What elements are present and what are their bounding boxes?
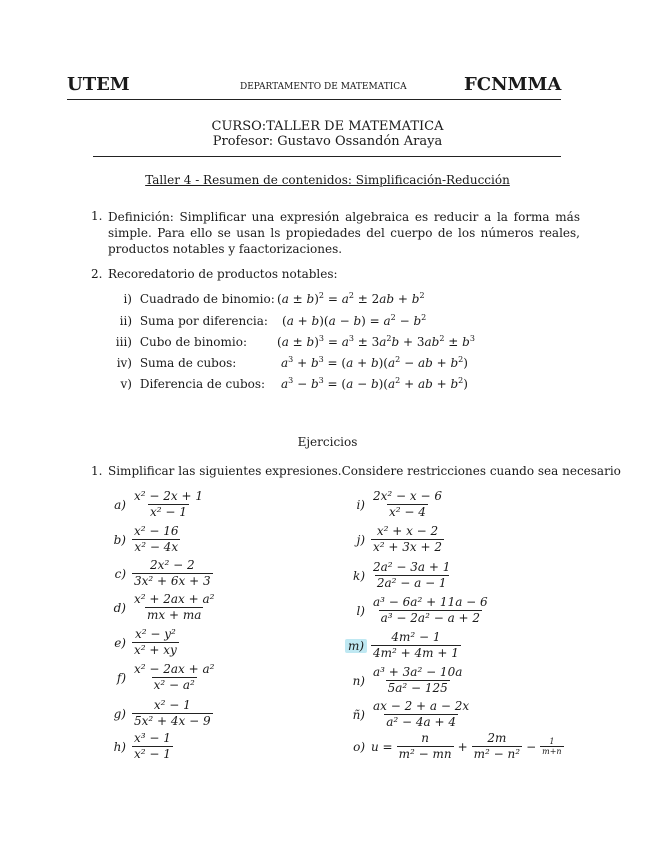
highlight-mark: m) (345, 639, 367, 653)
ejercicios-title: Ejercicios (297, 435, 358, 449)
ejercicio-1-text: Simplificar las siguientes expresiones.Considere restricciones cuando sea necesario (108, 464, 621, 478)
exercise-f: f) $\frac{\text{x² − 2ax + a²}}{\text{x² − a²}}$ (116, 662, 215, 692)
exercise-d: d) $\frac{\text{x² + 2ax + a²}}{mx + ma}$ (113, 592, 215, 622)
notable-v: v) Diferencia de cubos: (120, 377, 266, 391)
exercise-l: l) $\frac{\text{a³ − 6a² + 11a − 6}}{\text{a³ − 2a² − a + 2}}$ (356, 595, 488, 625)
item-2-text: Recoredatorio de productos notables: (108, 267, 338, 281)
exercise-n: n) $\frac{\text{a³ + 3a² − 10a}}{\text{5a² − 125}}$ (352, 665, 463, 695)
course-rule (93, 156, 561, 157)
exercise-c: c) $\frac{\text{2x² − 2}}{\text{3x² + 6x + 3}}$ (114, 558, 211, 588)
exercise-g: g) $\frac{\text{x² − 1}}{\text{5x² + 4x − 9}}$ (113, 698, 211, 728)
course-title: CURSO:TALLER DE MATEMATICA (211, 119, 444, 134)
header-center: DEPARTAMENTO DE MATEMATICA (240, 82, 407, 92)
course-professor: Profesor: Gustavo Ossandón Araya (212, 134, 443, 149)
header-left: UTEM (67, 74, 130, 95)
header-right: FCNMMA (464, 74, 562, 95)
exercise-o: o) u = $\frac{n}{\text{m² − mn}}$ + $\frac{2m}{\text{m² − n²}}$ − $\frac{1}{m+n}$ (353, 731, 562, 761)
notable-i: i) Cuadrado de binomio: (123, 292, 275, 306)
exercise-j: j) $\frac{\text{x² + x − 2}}{\text{x² + 3x + 2}}$ (356, 524, 442, 554)
item-1-number: 1. (91, 209, 103, 223)
item-1-text: Definición: Simplificar una expresión algebraica es reducir a la forma más simple. Para ello se usan ls propiedades del cuerpo de los números reales, productos notables y faactorizaciones. (108, 210, 580, 256)
exercise-b: b) $\frac{\text{x² − 16}}{\text{x² − 4x}}$ (113, 524, 179, 554)
notable-formula-ii: $(a + b)(a - b) = a^2 - b^2$ (282, 313, 427, 328)
taller-title: Taller 4 - Resumen de contenidos: Simplificación-Reducción (145, 173, 510, 187)
exercise-i: i) $\frac{\text{2x² − x − 6}}{\text{x² − 4}}$ (356, 489, 442, 519)
exercise-a: a) $\frac{\text{x² − 2x + 1}}{\text{x² − 1}}$ (114, 489, 203, 519)
notable-iii: iii) Cubo de binomio: (115, 335, 248, 349)
notable-formula-iv: $a^3 + b^3 = (a + b)(a^2$ − ab + $b^2$) (281, 355, 468, 370)
notable-formula-i: $(a \pm b)^2 = a^2 \pm 2ab + b^2$ (277, 291, 425, 306)
exercise-e: e) $\frac{\text{x² − y²}}{\text{x² + xy}}$ (114, 627, 177, 657)
exercise-k: k) $\frac{\text{2a² − 3a + 1}}{\text{2a² − a − 1}}$ (353, 560, 451, 590)
item-2-number: 2. (91, 267, 103, 281)
exercise-h: h) $\frac{\text{x³ − 1}}{\text{x² − 1}}$ (113, 731, 171, 761)
exercise-ny: ñ) $\frac{ax - 2 + a - 2x}{\text{a² − 4a + 4}}$ (352, 699, 470, 729)
notable-formula-v: $a^3 - b^3 = (a - b)(a^2$ + ab + $b^2$) (281, 376, 468, 391)
notable-iv: iv) Suma de cubos: (116, 356, 237, 370)
exercise-m: m) $\frac{\text{4m² − 1}}{\text{4m² + 4m + 1}}$ (345, 630, 461, 661)
ejercicio-1-number: 1. (91, 464, 103, 478)
header-rule (67, 99, 561, 100)
notable-ii: ii) Suma por diferencia: (119, 314, 268, 328)
notable-formula-iii: $(a \pm b)^3 = a^3 \pm 3a^2b + 3ab^2 \pm b^3$ (277, 334, 475, 349)
